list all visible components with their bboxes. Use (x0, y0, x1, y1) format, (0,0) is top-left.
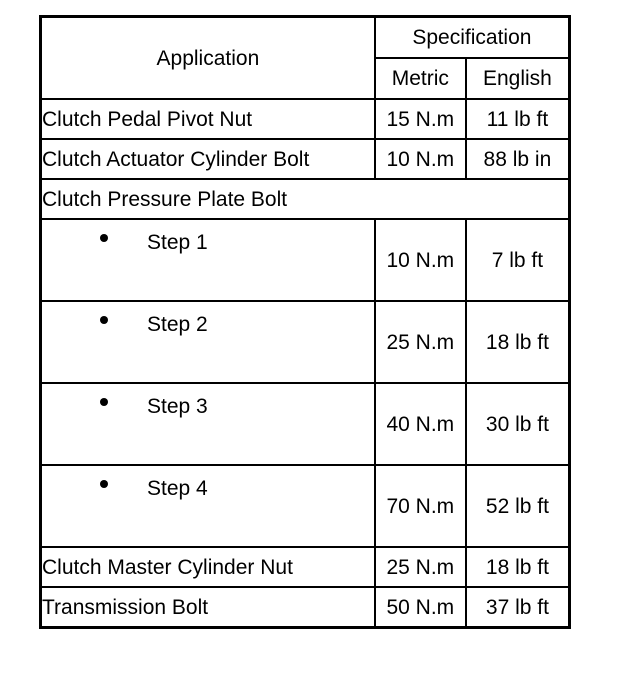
metric-header: Metric (376, 59, 467, 100)
step-cell (42, 466, 376, 548)
step-cell (42, 220, 376, 302)
english-cell: 30 lb ft (467, 384, 568, 466)
english-cell: 11 lb ft (467, 100, 568, 140)
specification-header: Specification (376, 18, 568, 59)
step-label: Step 2 (147, 313, 208, 336)
application-cell: Clutch Pedal Pivot Nut (42, 100, 376, 140)
metric-cell: 10 N.m (376, 140, 467, 180)
table-row (42, 140, 568, 180)
english-header: English (467, 59, 568, 100)
english-cell: 7 lb ft (467, 220, 568, 302)
application-cell: Clutch Master Cylinder Nut (42, 548, 376, 588)
step-cell (42, 302, 376, 384)
metric-cell: 15 N.m (376, 100, 467, 140)
table-row (42, 100, 568, 140)
table-row (42, 466, 568, 548)
application-cell: Clutch Pressure Plate Bolt (42, 180, 568, 220)
metric-cell: 50 N.m (376, 588, 467, 626)
application-cell: Clutch Actuator Cylinder Bolt (42, 140, 376, 180)
english-cell: 18 lb ft (467, 302, 568, 384)
english-cell: 18 lb ft (467, 548, 568, 588)
bullet-icon (100, 398, 108, 406)
bullet-icon (100, 316, 108, 324)
application-cell: Transmission Bolt (42, 588, 376, 626)
english-cell: 88 lb in (467, 140, 568, 180)
table-row (42, 180, 568, 220)
step-label: Step 3 (147, 395, 208, 418)
bullet-icon (100, 480, 108, 488)
table-row (42, 220, 568, 302)
table-row (42, 302, 568, 384)
application-header: Application (42, 18, 376, 100)
step-cell (42, 384, 376, 466)
table-row (42, 588, 568, 626)
step-label: Step 1 (147, 231, 208, 254)
english-cell: 37 lb ft (485, 595, 549, 619)
metric-cell: 25 N.m (376, 302, 467, 384)
table-row (42, 548, 568, 588)
english-cell: 52 lb ft (467, 466, 568, 548)
metric-cell: 10 N.m (376, 220, 467, 302)
fastener-spec-table (39, 15, 571, 629)
metric-cell: 70 N.m (376, 466, 467, 548)
table-row (42, 384, 568, 466)
step-label: Step 4 (147, 477, 208, 500)
metric-cell: 40 N.m (376, 384, 467, 466)
bullet-icon (100, 234, 108, 242)
metric-cell: 25 N.m (376, 548, 467, 588)
